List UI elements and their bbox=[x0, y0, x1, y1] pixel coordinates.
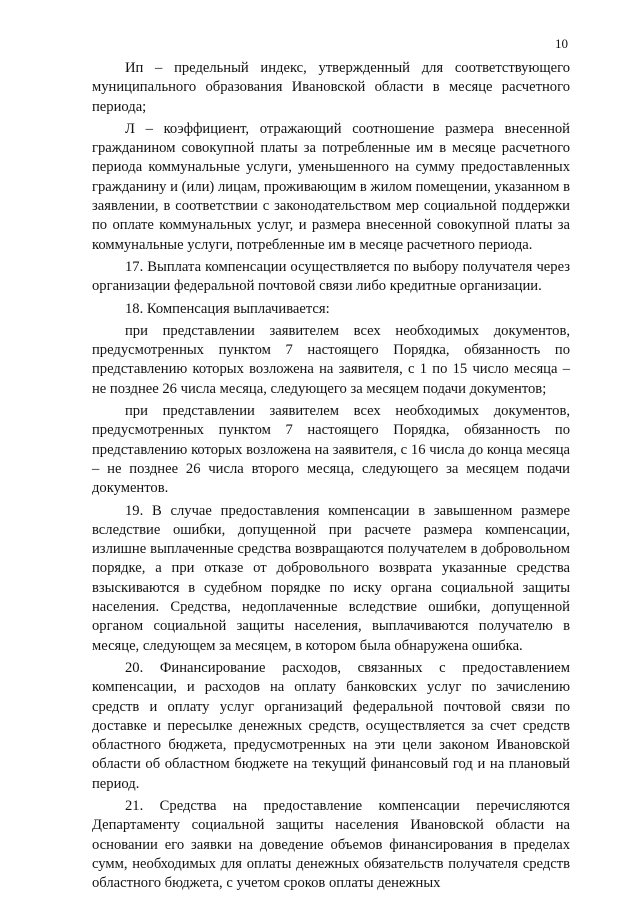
paragraph-l-definition: Л – коэффициент, отражающий соотношение размера внесенной гражданином совокупной платы за потребленные им в месяце расчетного периода коммунальные услуги, уменьшенного на сумму предоставленных гражданину и (или) лицам, проживающим в жилом помещении, указанном в заявлении, в соответствии с законодательством мер социальной поддержки по оплате коммунальных услуг, и размера внесенной совокупной платы за коммунальные услуги, потребленные им в месяце расчетного периода. bbox=[92, 120, 570, 253]
document-body bbox=[92, 59, 570, 896]
paragraph-21: 21. Средства на предоставление компенсации перечисляются Департаменту социальной защиты населения Ивановской области на основании его заявки на доведение объемов финансирования в пределах сумм, необходимых для оплаты денежных обязательств получателя средств областного бюджета, с учетом сроков оплаты денежных bbox=[92, 797, 570, 892]
paragraph-17: 17. Выплата компенсации осуществляется по выбору получателя через организации федеральной почтовой связи либо кредитные организации. bbox=[92, 258, 570, 295]
paragraph-18-case-1: при представлении заявителем всех необходимых документов, предусмотренных пунктом 7 настоящего Порядка, обязанность по представлению которых возложена на заявителя, с 1 по 15 число месяца – не позднее 26 числа месяца, следующего за месяцем подачи документов; bbox=[92, 322, 570, 397]
paragraph-18: 18. Компенсация выплачивается: bbox=[125, 300, 330, 317]
page-number: 10 bbox=[555, 36, 568, 51]
paragraph-19: 19. В случае предоставления компенсации в завышенном размере вследствие ошибки, допущенной при расчете размера компенсации, излишне выплаченные средства возвращаются получателем в добровольном порядке, а при отказе от добровольного возврата указанные средства взыскиваются в судебном порядке по иску органа социальной защиты населения. Средства, недоплаченные вследствие ошибки, допущенной органом социальной защиты населения, выплачиваются получателю в месяце, следующем за месяцем, в котором была обнаружена ошибка. bbox=[92, 502, 570, 654]
paragraph-20: 20. Финансирование расходов, связанных с предоставлением компенсации, и расходов на оплату банковских услуг по зачислению средств и оплату услуг организаций федеральной почтовой связи по доставке и пересылке денежных средств, осуществляется за счет средств областного бюджета, предусмотренных на эти цели законом Ивановской области об областном бюджете на текущий финансовый год и на плановый период. bbox=[92, 659, 570, 792]
paragraph-18-case-2: при представлении заявителем всех необходимых документов, предусмотренных пунктом 7 настоящего Порядка, обязанность по представлению которых возложена на заявителя, с 16 числа до конца месяца – не позднее 26 числа второго месяца, следующего за месяцем подачи документов. bbox=[92, 403, 570, 497]
paragraph-ip-definition: Ип – предельный индекс, утвержденный для соответствующего муниципального образования Ивановской области в месяце расчетного периода; bbox=[92, 60, 570, 115]
